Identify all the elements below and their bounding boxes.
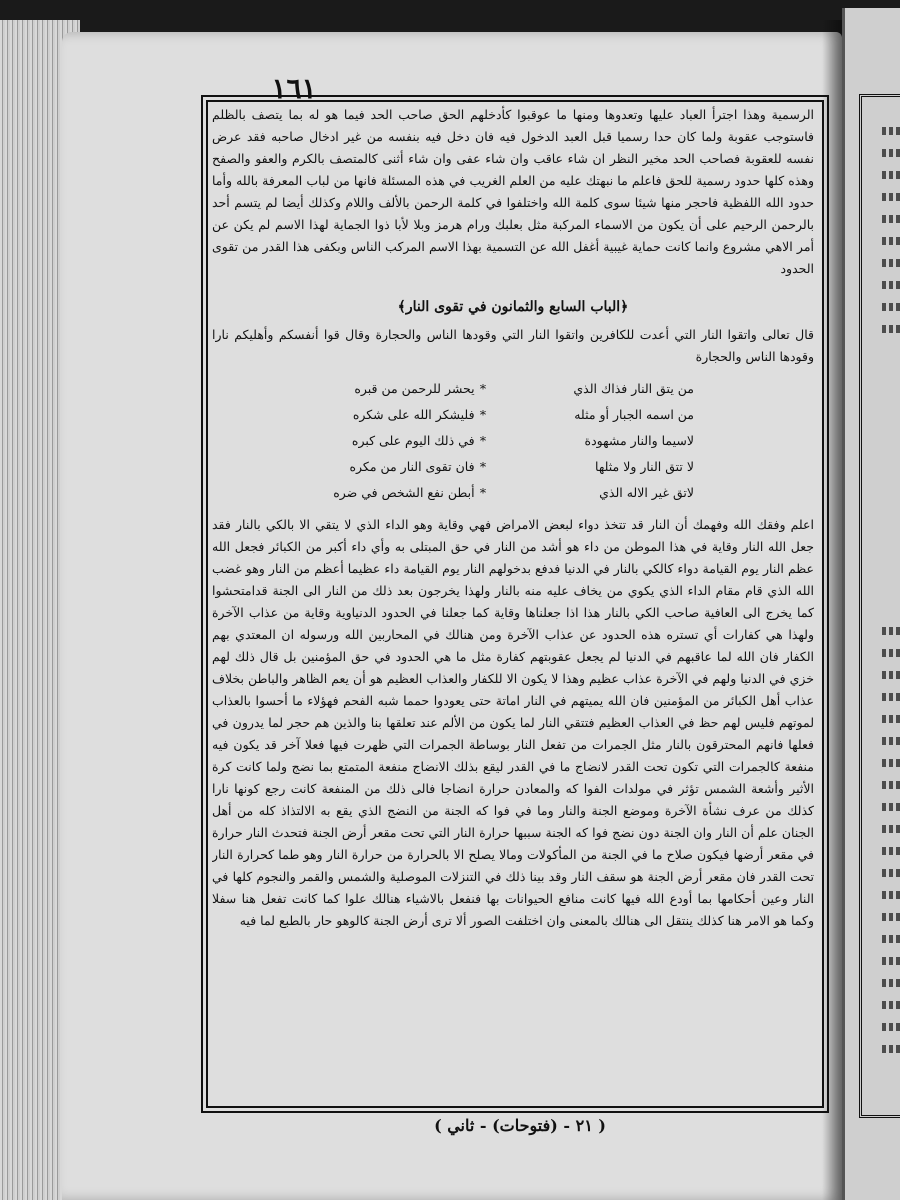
poem-line: لاتق غير الاله الذي * أبطن نفع الشخص في ضره <box>272 480 694 506</box>
verse-paragraph: قال تعالى واتقوا النار التي أعدت للكافرين واتقوا النار التي وقودها الناس والحجارة وقال قوا أنفسكم وأهليكم نارا وقودها الناس والحجارة <box>212 327 814 364</box>
poem-line: من يتق النار فذاك الذي * يحشر للرحمن من قبره <box>272 376 694 402</box>
right-page-text-line <box>882 627 900 635</box>
right-page-text-line <box>882 259 900 267</box>
right-page-text-line <box>882 193 900 201</box>
right-page-text-line <box>882 325 900 333</box>
right-page-text-line <box>882 1023 900 1031</box>
poem-hemistich: من اسمه الجبار أو مثله <box>574 407 694 422</box>
poem-hemistich: فليشكر الله على شكره <box>352 407 475 422</box>
page-number: ١٦١ <box>271 72 317 105</box>
right-page-text-line <box>882 913 900 921</box>
poem <box>272 376 694 506</box>
right-page-text-line <box>882 303 900 311</box>
right-page-text-line <box>882 825 900 833</box>
poem-hemistich: لاتق غير الاله الذي <box>599 485 694 500</box>
poem-hemistich: لا تتق النار ولا مثلها <box>595 459 694 474</box>
page-text <box>212 104 814 1100</box>
right-page-text-line <box>882 715 900 723</box>
right-page-text-line <box>882 281 900 289</box>
body-paragraph: اعلم وفقك الله وفهمك أن النار قد تتخذ دواء لبعض الامراض فهي وقاية وهو الداء الذي لا يتقي الا بالكي بالنار فقد جعل الله النار وقاية في هذا الموطن من داء هو أشد من النار في حق المبتلى به وأي داء أكبر من الكبائر فجعل الله عظم النار يوم القيامة دواء كالكي بالنار في الدنيا فدفع بدخولهم النار يوم القيامة داء عظيما أعظم من النار وهو غضب الله الذي قام مقام الداء الذي يكوي من يخاف عليه منه بالنار ولهذا يخرجون بعد ذلك من النار الى الجنة قدامتحشوا كما يخرج الى العافية صاحب الكي بالنار هذا اذا جعلناها وقاية كما جعلنا في الحدود الدنياوية وقاية من عذاب الآخرة ولهذا هي كفارات أي تستره هذه الحدود عن عذاب الآخرة ومن هنالك في المحاربين الله ورسوله ان المعتدي بهم الكفار فان الله لما عاقبهم في الدنيا لم يجعل عقوبتهم كفارة مثل ما هي الحدود في حق المؤمنين بل قال ذلك لهم خزي في الدنيا ولهم في الآخرة عذاب عظيم وهذا لا يكون الا للكفار والعذاب العظيم هو أن يعم الظاهر والباطن بخلاف عذاب أهل الكبائر من المؤمنين فان الله يميتهم في النار اماتة حتى يعودوا حمما شبه الفحم فهؤلاء ما أحسوا بالعذاب لموتهم فليس لهم حظ في العذاب العظيم فتتقي النار لما يكون من الألم عند تعلقها بنا والذين هم حجر لما يدرون في فعلها فانهم المحترقون بالنار مثل الجمرات من تفعل النار بوساطة الجمرات التي ظهرت فيها فعلا آخر قد يكون فيه منفعة كالجمرات التي تكون تحت القدر لانضاج ما في القدر ليقع بذلك الانضاج منفعة المتمتع بما نضج ولما كانت كرة الأثير وأشعة الشمس تؤثر في مولدات الفوا كه والمعادن حرارة انضاجا فالى ذلك من المنفعة كانت رجع كونها نارا كذلك من عرف نشأة الآخرة وموضع الجنة والنار وما في فوا كه الجنة من النضج الذي يقع به الالتذاذ كله من أهل الجنان علم أن النار وان الجنة دون نضج فوا كه الجنة سببها حرارة النار التي تحت مقعر أرض الجنة فتحدث النار حرارة في مقعر أرضها فيكون صلاح ما في الجنة من المأكولات ومالا يصلح الا بالحرارة من حرارة النار وهو طما كحرارة النار تحت القدر فان مقعر أرض الجنة هو سقف النار وقد بينا ذلك في التنزلات الموصلية والشمس والقمر والنجوم كلها في النار وعين أحكامها بما أودع الله فيها كانت منافع الحيوانات بها فنفعل بالاشياء هنالك علوا كما كانت تفعل هنا سفلا وكما هو الامر هنا كذلك ينتقل الى هنالك بالمعنى وان اختلفت الصور ألا ترى أرض الجنة كالوهو حار بالطبع لما فيه <box>212 517 814 928</box>
intro-paragraph: الرسمية وهذا اجترأ العباد عليها وتعدوها ومنها ما عوقبوا كأدخلهم الحق صاحب الحد فيما هو له بما يتصف بالظلم فاستوجب عقوبة ولما كان حدا رسميا قبل العبد الدخول فيه فان دخل فيه بنفسه من غير ادخال صاحبه فقد عرض نفسه للعقوبة فصاحب الحد مخير النظر ان شاء عاقب وان شاء عفى وان شاء أثنى كالمتصف بالكرم والعفو والصفح وهذه كلها حدود رسمية للحق فاعلم ما نبهتك عليه من العلم الغريب في هذه المسئلة فانها من لباب المعرفة بالله وأما حدود الله اللفظية فاحجر منها شيئا سوى كلمة الله واختلفوا في كلمة الرحمن بالألف واللام وكذلك أيضا لم يتسم أحد بالرحمن الرحيم على أن يكون من الاسماء المركبة مثل بعلبك ورام هرمز وبلا لأبا ذوا الجماية لهذا الاسم لم يكن عن أمر الاهي مشروع وانما كانت حماية غيبية أغفل الله عن التسمية بهذا الاسم المركب الناس وبكفى هذا القدر من تقوى الحدود <box>212 107 814 276</box>
right-page-text-line <box>882 891 900 899</box>
right-page-text-line <box>882 171 900 179</box>
right-page-text-line <box>882 737 900 745</box>
right-page-text-line <box>882 693 900 701</box>
right-page-text-line <box>882 979 900 987</box>
poem-line: لاسيما والنار مشهودة * في ذلك اليوم على كبره <box>272 428 694 454</box>
right-page-text-line <box>882 957 900 965</box>
right-page-text-line <box>882 847 900 855</box>
poem-hemistich: لاسيما والنار مشهودة <box>584 433 694 448</box>
gutter-shadow <box>822 20 844 1200</box>
poem-line: من اسمه الجبار أو مثله * فليشكر الله على شكره <box>272 402 694 428</box>
right-page-frame <box>859 94 900 1118</box>
right-page-text-line <box>882 869 900 877</box>
right-page-text-line <box>882 1001 900 1009</box>
signature-footer: ( ٢١ - (فتوحات) - ثاني ) <box>434 1116 606 1135</box>
right-page-text-line <box>882 1045 900 1053</box>
poem-line: لا تتق النار ولا مثلها * فان تقوى النار من مكره <box>272 454 694 480</box>
right-page-text-line <box>882 803 900 811</box>
right-page-text-line <box>882 215 900 223</box>
right-page-text-line <box>882 781 900 789</box>
poem-hemistich: يحشر للرحمن من قبره <box>354 381 475 396</box>
poem-hemistich: فان تقوى النار من مكره <box>349 459 475 474</box>
right-page-edge <box>842 8 900 1200</box>
right-page-text-line <box>882 237 900 245</box>
poem-hemistich: في ذلك اليوم على كبره <box>351 433 475 448</box>
poem-hemistich: من يتق النار فذاك الذي <box>573 381 694 396</box>
right-page-text-line <box>882 149 900 157</box>
poem-hemistich: أبطن نفع الشخص في ضره <box>333 485 475 500</box>
right-page-text-line <box>882 935 900 943</box>
right-page-text-line <box>882 127 900 135</box>
chapter-heading: ﴿الباب السابع والثمانون في تقوى النار﴾ <box>397 299 629 315</box>
right-page-text-line <box>882 671 900 679</box>
right-page-text-line <box>882 649 900 657</box>
right-page-text-line <box>882 759 900 767</box>
